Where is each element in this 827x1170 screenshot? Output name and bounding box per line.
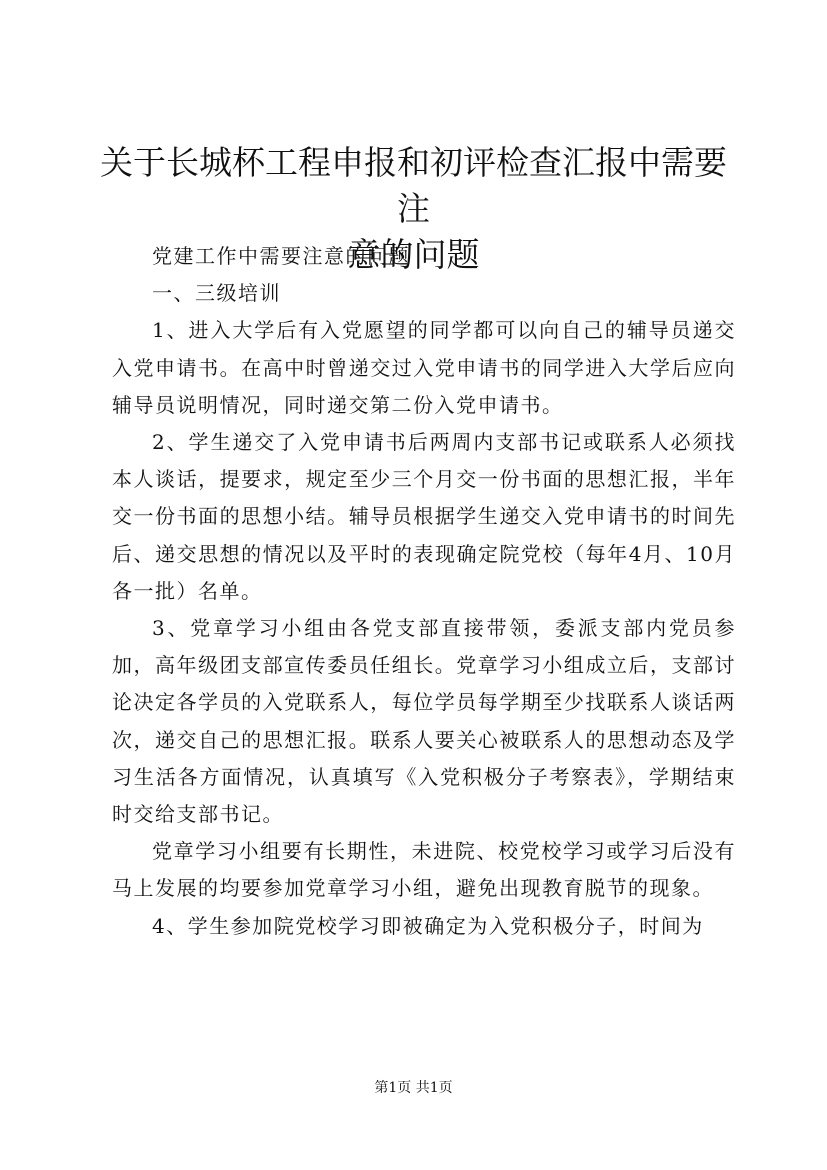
- page-footer: [0, 1078, 827, 1098]
- paragraph: 2、学生递交了入党申请书后两周内支部书记或联系人必须找本人谈话，提要求，规定至少三个月交一份书面的思想汇报，半年交一份书面的思想小结。辅导员根据学生递交入党申请书的时间先后、递交思想的情况以及平时的表现确定院党校（每年4月、10月各一批）名单。: [112, 430, 736, 603]
- section-heading: 党建工作中需要注意的问题: [152, 244, 410, 268]
- paragraph: 1、进入大学后有入党愿望的同学都可以向自己的辅导员递交入党申请书。在高中时曾递交过入党申请书的同学进入大学后应向辅导员说明情况，同时递交第二份入党申请书。: [112, 318, 736, 417]
- page-number: 第1页 共1页: [374, 1080, 453, 1096]
- title-line-1: 关于长城杯工程申报和初评检查汇报中需要注: [100, 143, 727, 228]
- title-line-2: 意的问题: [347, 235, 480, 274]
- paragraph: 3、党章学习小组由各党支部直接带领，委派支部内党员参加，高年级团支部宣传委员任组长。党章学习小组成立后，支部讨论决定各学员的入党联系人，每位学员每学期至少找联系人谈话两次，递交自己的思想汇报。联系人要关心被联系人的思想动态及学习生活各方面情况，认真填写《入党积极分子考察表》，学期结束时交给支部书记。: [112, 616, 736, 827]
- paragraph: 4、学生参加院党校学习即被确定为入党积极分子，时间为: [152, 913, 704, 938]
- subsection-heading: 一、三级培训: [152, 281, 281, 306]
- paragraph: 党章学习小组要有长期性，未进院、校党校学习或学习后没有马上发展的均要参加党章学习小组，避免出现教育脱节的现象。: [112, 839, 736, 901]
- document-body: [112, 238, 736, 945]
